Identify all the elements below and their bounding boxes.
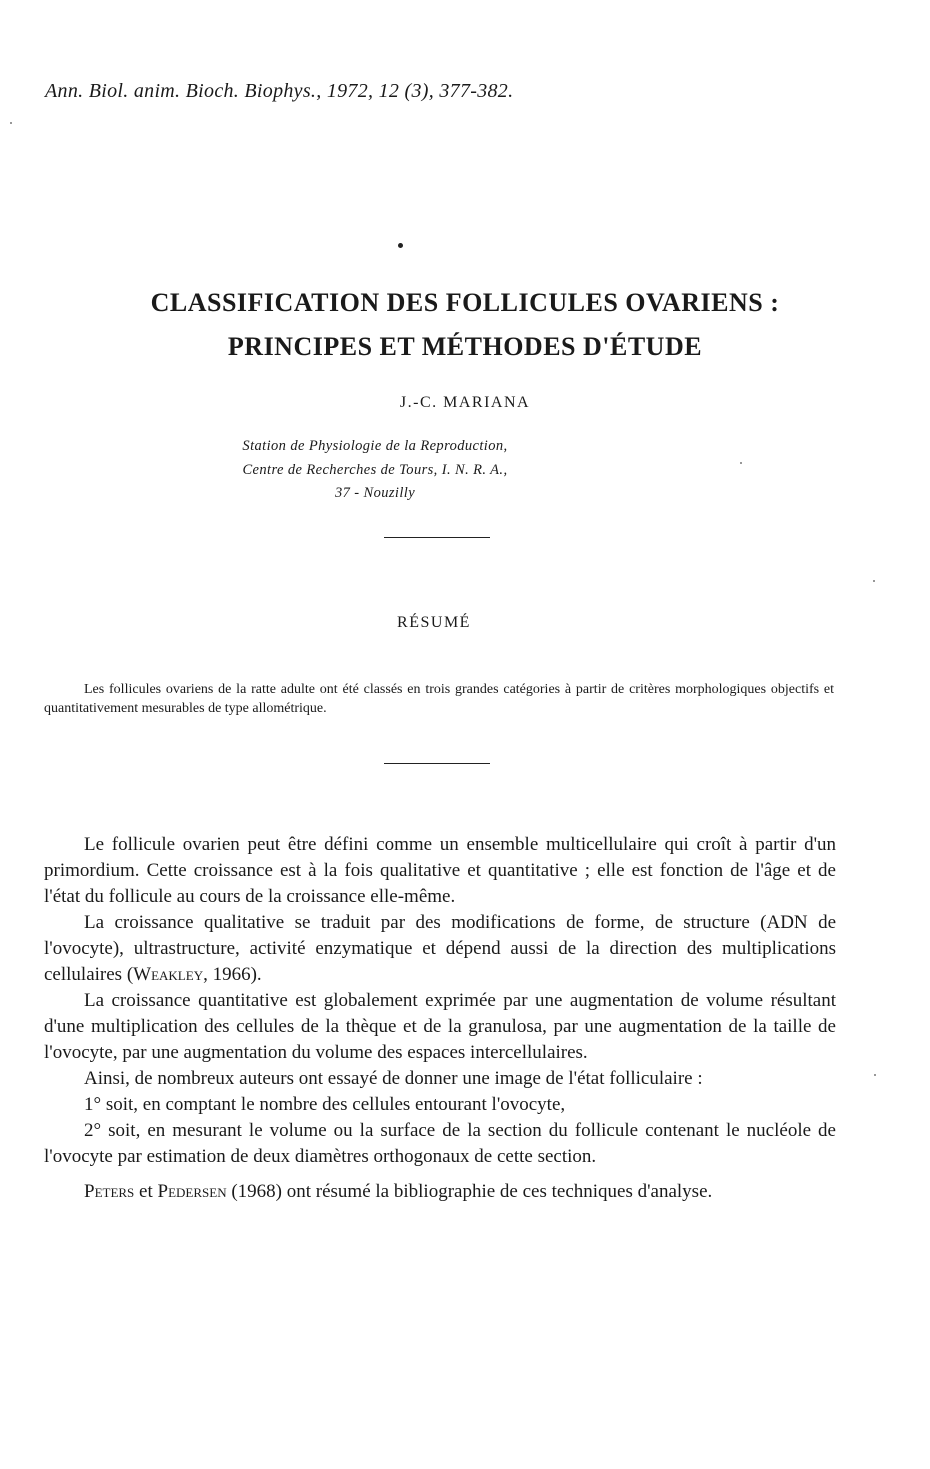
paragraph: [44, 910, 836, 988]
paragraph: Le follicule ovarien peut être défini comme un ensemble multicellulaire qui croît à partir d'un primordium. Cette croissance est à la fois qualitative et quantitative ; elle est fonction de l'âge et de l'état du follicule au cours de la croissance elle-même.: [44, 834, 836, 907]
paragraph-text: La croissance qualitative se traduit par des modifications de forme, de structure (ADN de l'ovocyte), ultrastructure, activité enzymatique et dépend aussi de la direction des multiplications cellulaires (: [44, 912, 836, 985]
scan-speck: [873, 580, 875, 582]
separator-rule: [384, 763, 490, 764]
ornament-dot: [398, 243, 403, 248]
article-title-line-2: PRINCIPES ET MÉTHODES D'ÉTUDE: [227, 332, 703, 361]
list-item: 2° soit, en mesurant le volume ou la surface de la section du follicule contenant le nucléole de l'ovocyte par estimation de deux diamètres orthogonaux de cette section.: [44, 1120, 836, 1167]
abstract-heading: RÉSUMÉ: [397, 614, 471, 631]
paragraph-text: et: [134, 1181, 158, 1202]
separator-rule: [384, 537, 490, 538]
paragraph: Ainsi, de nombreux auteurs ont essayé de donner une image de l'état folliculaire :: [84, 1068, 703, 1089]
journal-citation: Ann. Biol. anim. Bioch. Biophys., 1972, 12 (3), 377-382.: [45, 80, 514, 102]
affiliation-line-1: Station de Physiologie de la Reproduction,: [242, 438, 508, 454]
paragraph-text: , 1966).: [203, 964, 262, 985]
article-title-line-1: CLASSIFICATION DES FOLLICULES OVARIENS :: [150, 288, 780, 317]
citation-author: Weakley: [133, 964, 204, 985]
author-name: J.-C. MARIANA: [399, 394, 531, 411]
scan-speck: [10, 122, 12, 124]
citation-author: Pedersen: [157, 1181, 227, 1202]
affiliation-line-3: 37 - Nouzilly: [334, 485, 416, 501]
paragraph-text: (1968) ont résumé la bibliographie de ces techniques d'analyse.: [226, 1181, 713, 1202]
scan-speck: [874, 1074, 876, 1076]
body-text: [44, 832, 836, 1205]
list-item: 1° soit, en comptant le nombre des cellules entourant l'ovocyte,: [84, 1094, 566, 1115]
paragraph: La croissance quantitative est globalement exprimée par une augmentation de volume résultant d'une multiplication des cellules de la thèque et de la granulosa, par une augmentation de la taille de l'ovocyte, par une augmentation du volume des espaces intercellulaires.: [44, 990, 836, 1063]
citation-author: Peters: [84, 1181, 135, 1202]
paragraph: [44, 1179, 836, 1205]
abstract-text: Les follicules ovariens de la ratte adulte ont été classés en trois grandes catégories à partir de critères morphologiques objectifs et quantitativement mesurables de type allométrique.: [44, 682, 834, 716]
affiliation-line-2: Centre de Recherches de Tours, I. N. R. A.,: [242, 462, 508, 478]
